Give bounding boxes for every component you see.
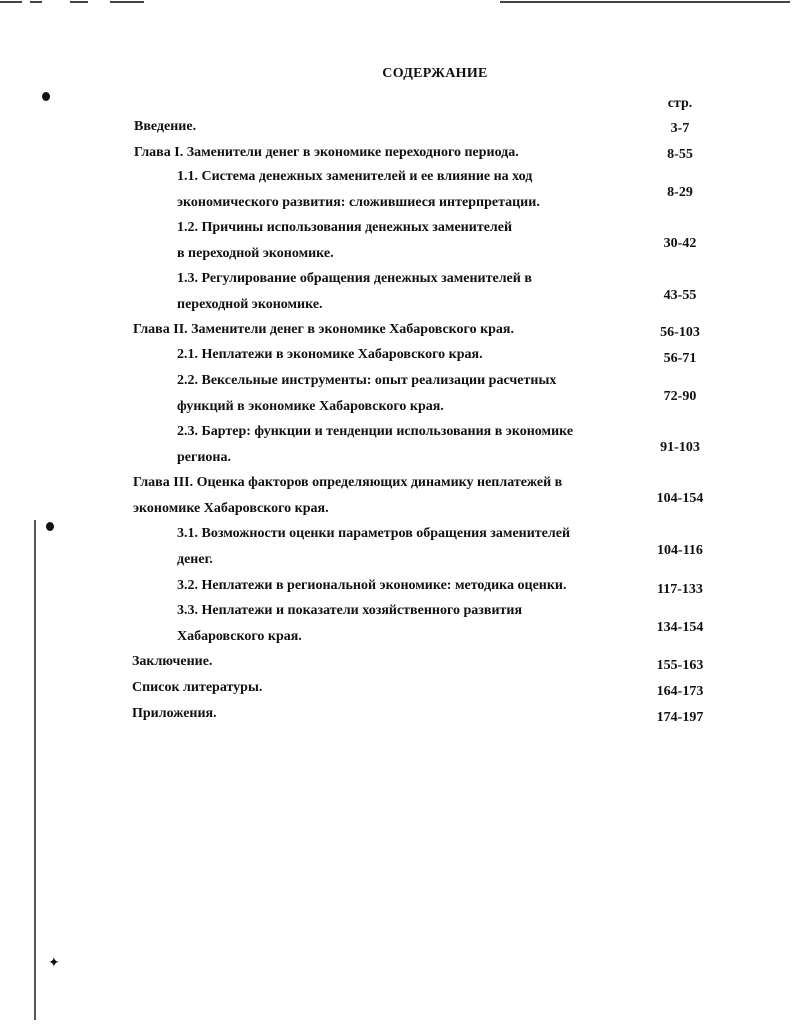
toc-entry-pages: 43-55 — [663, 288, 697, 303]
toc-entry-pages: 8-55 — [667, 147, 693, 162]
toc-entry-pages: 117-133 — [657, 582, 703, 597]
toc-entry-line2: экономического развития: сложившиеся интерпретации. — [177, 194, 540, 210]
toc-entry-line2: экономике Хабаровского края. — [133, 500, 329, 516]
toc-entry-text: Приложения. — [132, 706, 217, 721]
toc-entry-pages: 104-154 — [656, 491, 704, 506]
page-title: СОДЕРЖАНИЕ — [382, 66, 488, 81]
toc-entry-line2: Хабаровского края. — [177, 628, 302, 644]
toc-entry-text: 2.1. Неплатежи в экономике Хабаровского края. — [177, 347, 483, 362]
toc-entry-text: Список литературы. — [132, 680, 263, 695]
toc-entry-pages: 174-197 — [656, 710, 704, 725]
toc-entry-line2: денег. — [177, 551, 213, 567]
pages-column-header: стр. — [667, 96, 693, 111]
toc-entry-line1: Глава III. Оценка факторов определяющих динамику неплатежей в — [133, 475, 563, 490]
toc-entry-line1: 2.2. Вексельные инструменты: опыт реализации расчетных — [177, 373, 557, 388]
punch-hole-mark — [42, 92, 50, 101]
toc-entry-text: Глава I. Заменители денег в экономике переходного периода. — [134, 145, 519, 160]
toc-entry-pages: 91-103 — [660, 440, 700, 455]
toc-entry-text: Заключение. — [132, 654, 213, 669]
toc-entry-line2: в переходной экономике. — [177, 245, 334, 261]
toc-entry-line2: региона. — [177, 449, 231, 465]
toc-entry-line1: 1.2. Причины использования денежных заменителей — [177, 220, 513, 235]
toc-entry-pages: 56-71 — [663, 351, 697, 366]
toc-entry-text: Введение. — [134, 119, 197, 134]
toc-entry-pages: 8-29 — [667, 185, 693, 200]
toc-entry-pages: 164-173 — [656, 684, 704, 699]
toc-entry-line1: 2.3. Бартер: функции и тенденции использования в экономике — [177, 424, 574, 439]
toc-entry-line2: функций в экономике Хабаровского края. — [177, 398, 444, 414]
scan-edge-top — [0, 0, 794, 4]
toc-entry-line1: 1.3. Регулирование обращения денежных заменителей в — [177, 271, 532, 286]
toc-entry-pages: 134-154 — [656, 620, 704, 635]
toc-entry-pages: 3-7 — [670, 121, 690, 136]
toc-entry-line1: 1.1. Система денежных заменителей и ее влияние на ход — [177, 169, 533, 184]
toc-entry-pages: 155-163 — [656, 658, 704, 673]
toc-entry-line1: 3.3. Неплатежи и показатели хозяйственного развития — [177, 603, 523, 618]
toc-entry-line2: переходной экономике. — [177, 296, 323, 312]
toc-entry-text: 3.2. Неплатежи в региональной экономике: методика оценки. — [177, 578, 567, 593]
toc-entry-text: Глава II. Заменители денег в экономике Хабаровского края. — [133, 322, 514, 337]
toc-entry-pages: 104-116 — [657, 543, 703, 558]
punch-hole-mark — [46, 522, 54, 531]
toc-entry-pages: 30-42 — [663, 236, 697, 251]
scan-edge-left — [34, 520, 36, 1020]
toc-entry-pages: 56-103 — [660, 325, 700, 340]
scan-artifact-mark: ✦ — [48, 956, 60, 971]
toc-entry-line1: 3.1. Возможности оценки параметров обращения заменителей — [177, 526, 571, 541]
toc-entry-pages: 72-90 — [663, 389, 697, 404]
